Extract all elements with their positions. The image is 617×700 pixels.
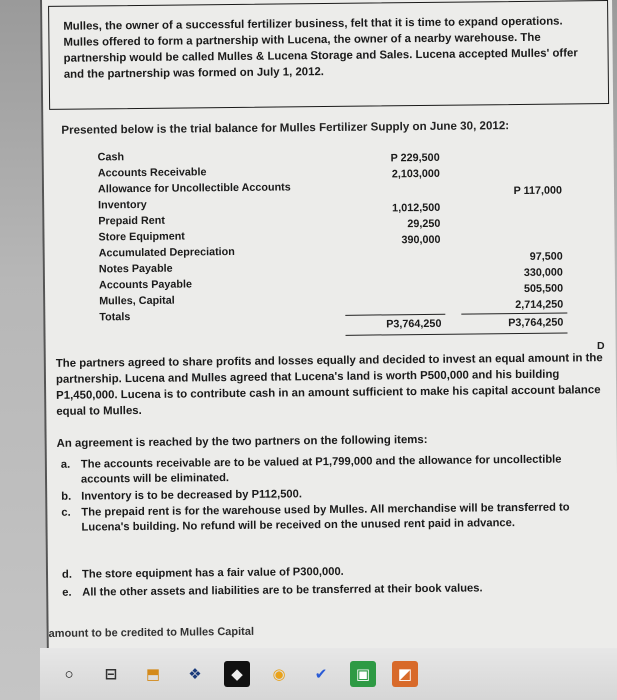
agreement-item	[62, 580, 602, 601]
debit-total-rule	[345, 314, 445, 316]
credit-total-rule	[461, 312, 567, 314]
item-letter: b.	[61, 490, 72, 503]
item-letter: e.	[62, 586, 72, 599]
item-text: All the other assets and liabilities are to be transferred at their book values.	[82, 582, 483, 599]
cutoff-text: amount to be credited to Mulles Capital	[48, 625, 255, 640]
account-notes-payable: Notes Payable	[98, 262, 173, 276]
taskbar	[40, 648, 617, 700]
credit-total: P3,764,250	[508, 316, 564, 330]
side-cutoff-label: D	[597, 340, 605, 352]
credit-capital: 2,714,250	[515, 298, 564, 312]
dropbox-icon[interactable]: ❖	[188, 666, 202, 683]
store-icon[interactable]: ⬒	[145, 666, 161, 683]
account-inventory: Inventory	[98, 198, 147, 212]
credit-accounts-payable: 505,500	[523, 282, 564, 295]
debit-cash: P 229,500	[390, 151, 440, 165]
totals-underline	[346, 332, 568, 335]
account-receivable: Accounts Receivable	[97, 166, 207, 180]
item-letter: a.	[60, 458, 71, 471]
search-icon[interactable]: ○	[64, 665, 74, 683]
item-letter: c.	[61, 506, 71, 519]
account-accounts-payable: Accounts Payable	[98, 278, 193, 292]
item-text: The prepaid rent is for the warehouse used by Mulles. All merchandise will be transferred to Lucena's building. No refund will be received on the unused rent paid in advance.	[81, 501, 570, 534]
agreement-item	[61, 452, 601, 488]
document-page	[40, 0, 617, 665]
credit-accum-dep: 97,500	[529, 250, 563, 263]
credit-notes-payable: 330,000	[523, 266, 563, 279]
account-capital: Mulles, Capital	[99, 294, 175, 308]
item-text: The store equipment has a fair value of P300,000.	[81, 565, 344, 581]
item-text: The accounts receivable are to be valued at P1,799,000 and the allowance for uncollectible accounts will be eliminated.	[80, 453, 562, 486]
task-view-icon[interactable]: ⊟	[104, 666, 118, 683]
app-icon[interactable]: ◆	[224, 661, 250, 687]
debit-store-equipment: 390,000	[401, 233, 441, 247]
trial-balance-heading: Presented below is the trial balance for Mulles Fertilizer Supply on June 30, 2012:	[61, 119, 510, 137]
debit-prepaid-rent: 29,250	[407, 217, 441, 231]
chrome-icon[interactable]: ◉	[272, 666, 286, 683]
trial-balance-table	[42, 0, 617, 360]
partners-agreement-paragraph: The partners agreed to share profits and losses equally and decided to invest an equal amount in the partnership. Lucena and Mulles agreed that Lucena's land is worth P500,000 and his building P1,450,000. Lucena is to contribute cash in an amount sufficient to make his capital account balance equal to Mulles.	[55, 352, 603, 418]
debit-total: P3,764,250	[386, 317, 442, 331]
debit-inventory: 1,012,500	[392, 201, 441, 215]
agreement-heading: An agreement is reached by the two partners on the following items:	[56, 433, 428, 450]
office-icon[interactable]: ◩	[392, 661, 418, 687]
account-prepaid-rent: Prepaid Rent	[98, 214, 165, 228]
account-accum-dep: Accumulated Depreciation	[98, 245, 235, 260]
credit-allowance: P 117,000	[513, 184, 563, 198]
account-allowance: Allowance for Uncollectible Accounts	[97, 181, 291, 196]
check-icon[interactable]: ✔	[314, 666, 328, 683]
item-letter: d.	[61, 568, 73, 581]
account-store-equipment: Store Equipment	[98, 230, 185, 244]
account-cash: Cash	[97, 151, 125, 164]
agreement-item	[62, 562, 602, 583]
account-totals: Totals	[99, 311, 131, 324]
intro-text: Mulles, the owner of a successful fertilizer business, felt that it is time to expand operations. Mulles offered to form a partnership with Lucena, the owner of a nearby warehouse. The partnership would be called Mulles & Lucena Storage and Sales. Lucena accepted Mulles' offer and the partnership was formed on July 1, 2012.	[63, 15, 578, 81]
debit-ar: 2,103,000	[391, 167, 440, 181]
media-icon[interactable]: ▣	[350, 661, 376, 687]
item-text: Inventory is to be decreased by P112,500.	[81, 488, 303, 503]
agreement-item	[61, 500, 601, 536]
